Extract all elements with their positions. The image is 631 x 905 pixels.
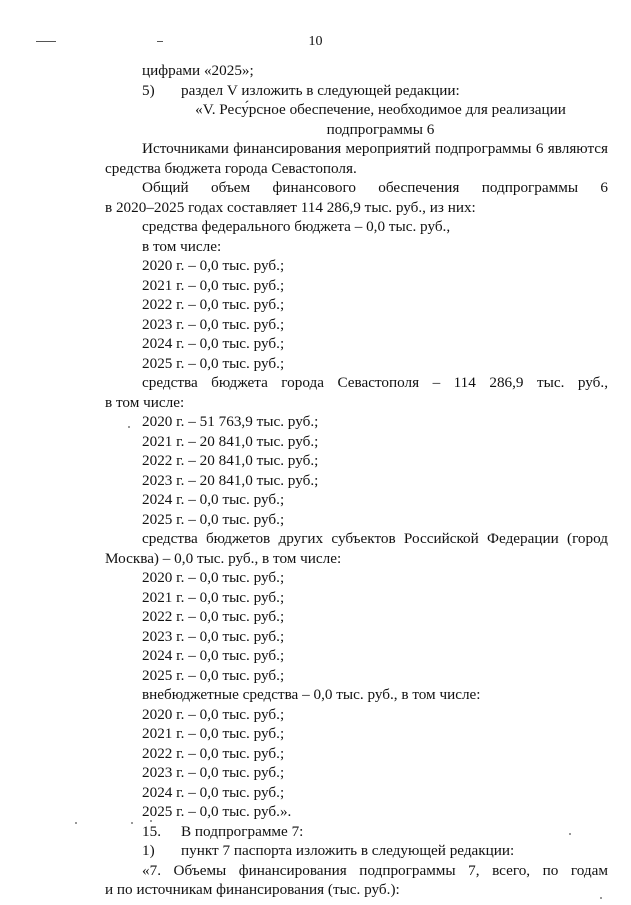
scan-speck <box>75 822 77 824</box>
paragraph-line: Источниками финансирования мероприятий подпрограммы 6 являются <box>142 140 608 157</box>
year-amount: 2025 г. – 0,0 тыс. руб.; <box>142 666 285 684</box>
year-amount: 2022 г. – 20 841,0 тыс. руб.; <box>142 452 319 469</box>
list-number: 15. <box>142 822 161 840</box>
year-amount: 2021 г. – 0,0 тыс. руб.; <box>142 588 285 606</box>
funding-source: средства бюджета города Севастополя – 114 286,9 тыс. руб., <box>142 374 608 391</box>
year-amount: 2022 г. – 0,0 тыс. руб.; <box>142 608 285 625</box>
year-amount: 2022 г. – 0,0 тыс. руб.; <box>142 296 285 313</box>
list-number: 5) <box>142 81 155 99</box>
year-amount: 2020 г. – 0,0 тыс. руб.; <box>142 257 285 274</box>
page-number: 10 <box>308 34 323 49</box>
year-amount: 2023 г. – 0,0 тыс. руб.; <box>142 315 285 333</box>
list-item <box>105 841 608 861</box>
paragraph-line: и по источникам финансирования (тыс. руб.): <box>105 881 400 898</box>
year-amount: 2025 г. – 0,0 тыс. руб.». <box>142 803 292 820</box>
funding-source: внебюджетные средства – 0,0 тыс. руб., в том числе: <box>142 686 481 703</box>
year-amount: 2021 г. – 0,0 тыс. руб.; <box>142 725 285 742</box>
scan-speck <box>150 820 152 822</box>
year-amount: 2020 г. – 51 763,9 тыс. руб.; <box>142 413 319 430</box>
list-item-text: В подпрограмме 7: <box>181 822 304 840</box>
scan-speck <box>131 822 133 824</box>
year-amount: 2023 г. – 0,0 тыс. руб.; <box>142 627 285 645</box>
document-body <box>105 61 608 900</box>
paragraph-line: «7. Объемы финансирования подпрограммы 7, всего, по годам <box>142 861 608 879</box>
paragraph-line: в 2020–2025 годах составляет 114 286,9 тыс. руб., из них: <box>105 198 476 216</box>
text-line: в том числе: <box>105 393 185 411</box>
list-item <box>105 822 608 842</box>
text-line: Москва) – 0,0 тыс. руб., в том числе: <box>105 549 342 567</box>
list-item <box>105 81 608 101</box>
year-amount: 2024 г. – 0,0 тыс. руб.; <box>142 335 285 352</box>
year-amount: 2021 г. – 20 841,0 тыс. руб.; <box>142 432 319 450</box>
year-amount: 2022 г. – 0,0 тыс. руб.; <box>142 744 285 762</box>
year-amount: 2021 г. – 0,0 тыс. руб.; <box>142 276 285 294</box>
year-amount: 2024 г. – 0,0 тыс. руб.; <box>142 491 285 508</box>
list-item-text: пункт 7 паспорта изложить в следующей редакции: <box>181 842 515 859</box>
section-heading: подпрограммы 6 <box>326 120 435 138</box>
year-amount: 2020 г. – 0,0 тыс. руб.; <box>142 705 285 723</box>
year-amount: 2024 г. – 0,0 тыс. руб.; <box>142 783 285 801</box>
year-amount: 2024 г. – 0,0 тыс. руб.; <box>142 647 285 664</box>
text-line: в том числе: <box>142 237 222 255</box>
funding-source: средства федерального бюджета – 0,0 тыс. руб., <box>142 218 451 235</box>
year-amount: 2023 г. – 20 841,0 тыс. руб.; <box>142 471 319 489</box>
year-amount: 2025 г. – 0,0 тыс. руб.; <box>142 510 285 528</box>
paragraph-line: средства бюджета города Севастополя. <box>105 159 357 177</box>
year-amount: 2020 г. – 0,0 тыс. руб.; <box>142 569 285 586</box>
scan-speck <box>569 833 571 835</box>
list-item-text: раздел V изложить в следующей редакции: <box>181 81 460 99</box>
list-number: 1) <box>142 842 155 859</box>
section-heading: «V. Ресу́рсное обеспечение, необходимое для реализации <box>195 101 566 118</box>
scan-speck <box>128 426 130 428</box>
year-amount: 2023 г. – 0,0 тыс. руб.; <box>142 764 285 781</box>
paragraph-line: Общий объем финансового обеспечения подпрограммы 6 <box>142 179 608 196</box>
text-line: цифрами «2025»; <box>142 62 254 79</box>
funding-source: средства бюджетов других субъектов Российской Федерации (город <box>142 530 608 547</box>
year-amount: 2025 г. – 0,0 тыс. руб.; <box>142 354 285 372</box>
scan-speck <box>600 897 602 899</box>
